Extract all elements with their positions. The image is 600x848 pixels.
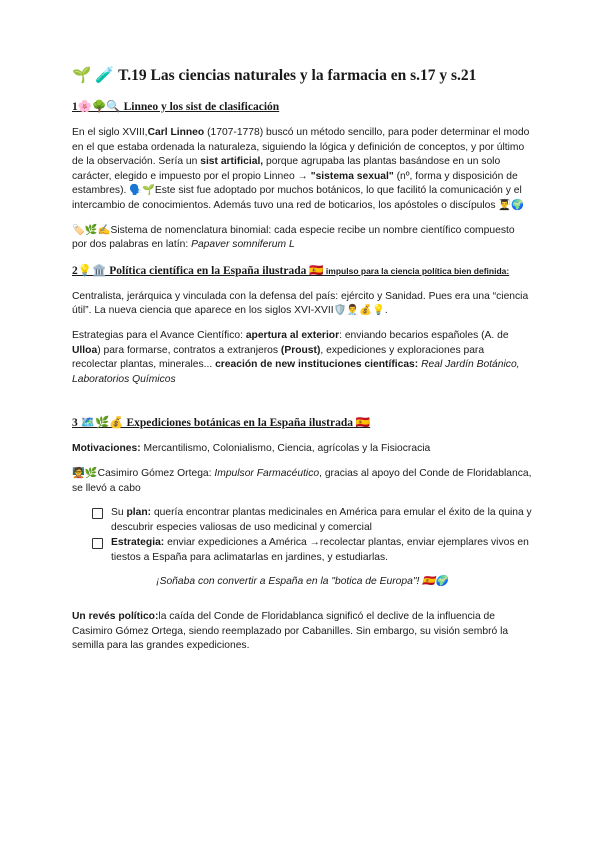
bold-text: Motivaciones: — [72, 443, 141, 455]
heading-subtext: impulso para la ciencia política bien definida: — [323, 265, 510, 276]
section-2-heading — [72, 263, 532, 277]
italic-text: Impulsor Farmacéutico — [214, 467, 320, 479]
text: la caída del Conde de Floridablanca significó el declive de la influencia de Casimiro Gómez Ortega, siendo reemplazado por Cabanilles. Sin embargo, su visión sembró la semilla para las grandes expediciones. — [72, 611, 509, 652]
checklist-item — [92, 506, 532, 535]
text: porque agrupaba las plantas basándose en un solo carácter, elegido e impuesto por el propio Linneo → — [72, 156, 501, 182]
bold-text: Un revés político: — [72, 611, 159, 623]
quote-line: ¡Soñaba con convertir a España en la "botica de Europa"! 🇪🇸🌍 — [156, 576, 448, 588]
text: , expediciones y exploraciones para recolectar plantas, minerales... — [72, 344, 485, 371]
bold-text: "sistema sexual" — [310, 170, 394, 182]
casimiro-paragraph — [72, 467, 532, 496]
text: : enviando becarios españoles (A. de — [339, 329, 509, 341]
bold-text: (Proust) — [280, 344, 321, 356]
text: En el siglo XVIII, — [72, 127, 148, 138]
bold-text: sist artificial, — [200, 156, 264, 168]
text: , gracias al apoyo del Conde de Floridablanca, se llevó a cabo — [72, 467, 532, 494]
checklist-text — [111, 506, 532, 535]
checkbox[interactable] — [92, 538, 103, 549]
text: Mercantilismo, Colonialismo, Ciencia, agrícolas y la Fisiocracia — [140, 443, 431, 455]
bold-text: Estrategia: — [111, 537, 165, 549]
bold-text: plan: — [126, 507, 152, 519]
text: 🏷️🌿✍️Sistema de nomenclatura binomial: cada especie recibe un nombre científico compuesto por dos palabras en latín: — [72, 224, 515, 251]
italic-text: Real Jardín Botánico, Laboratorios Químicos — [72, 359, 520, 385]
text: 🧑‍🏫🌿Casimiro Gómez Ortega: — [72, 467, 215, 479]
bold-text: apertura al exterior — [245, 329, 340, 341]
heading-text: 2💡🏛️ Política científica en la España ilustrada 🇪🇸 — [72, 264, 324, 277]
section-3-heading: 3 🗺️🌿💰 Expediciones botánicas en la España ilustrada 🇪🇸 — [72, 417, 371, 430]
checkbox[interactable] — [92, 508, 103, 519]
text: Su — [111, 507, 127, 519]
checklist-text — [111, 536, 532, 565]
section-2-paragraph: Centralista, jerárquica y vinculada con la defensa del país: ejército y Sanidad. Pues era una “ciencia útil”. La nueva ciencia que aparece en los siglos XVI-XVII🛡️👨‍⚕️💰💡. — [72, 290, 529, 317]
text: Estrategias para el Avance Científico: — [72, 329, 246, 341]
section-1-heading: 1🌸🌳🔍 Linneo y los sist de clasificación — [72, 101, 280, 113]
checklist-item — [92, 536, 532, 565]
text: (1707-1778) buscó un método sencillo, para poder determinar el modo en el que estaba ordenada la naturaleza, siguiendo la lógica y definición de conceptos, y por último de la observación. Sería un — [72, 127, 530, 168]
checklist — [92, 506, 532, 565]
motivations-paragraph — [72, 442, 532, 457]
section-1-paragraph — [72, 126, 532, 214]
text: (nº, forma y disposición de estambres). 🗣️🌱Este sist fue adoptado por muchos botánicos, lo que facilitó la comunicación y el intercambio de conocimientos. Además tuvo una red de boticarios, los apóstoles o discípulos 👨‍🎓🌍 — [72, 170, 525, 211]
document-page — [72, 66, 532, 664]
bold-text: Carl Linneo — [147, 127, 205, 138]
italic-text: Papaver somniferum L — [191, 239, 295, 251]
strategies-paragraph — [72, 329, 532, 387]
page-title: 🌱 🧪 T.19 Las ciencias naturales y la farmacia en s.17 y s.21 — [72, 67, 477, 84]
text: quería encontrar plantas medicinales en América para emular el éxito de la quina y descubrir especies valiosas de uso medicinal y comercial — [111, 507, 532, 533]
bold-text: creación de new instituciones científicas: — [215, 359, 419, 371]
nomenclature-paragraph — [72, 224, 532, 253]
text: enviar expediciones a América →recolectar plantas, enviar ejemplares vivos en tiestos a España para aclimatarlas en jardines, y estudiarlas. — [111, 537, 529, 563]
setback-paragraph — [72, 610, 532, 654]
bold-text: Ulloa — [72, 344, 98, 356]
text: ) para formarse, contratos a extranjeros — [97, 344, 281, 356]
